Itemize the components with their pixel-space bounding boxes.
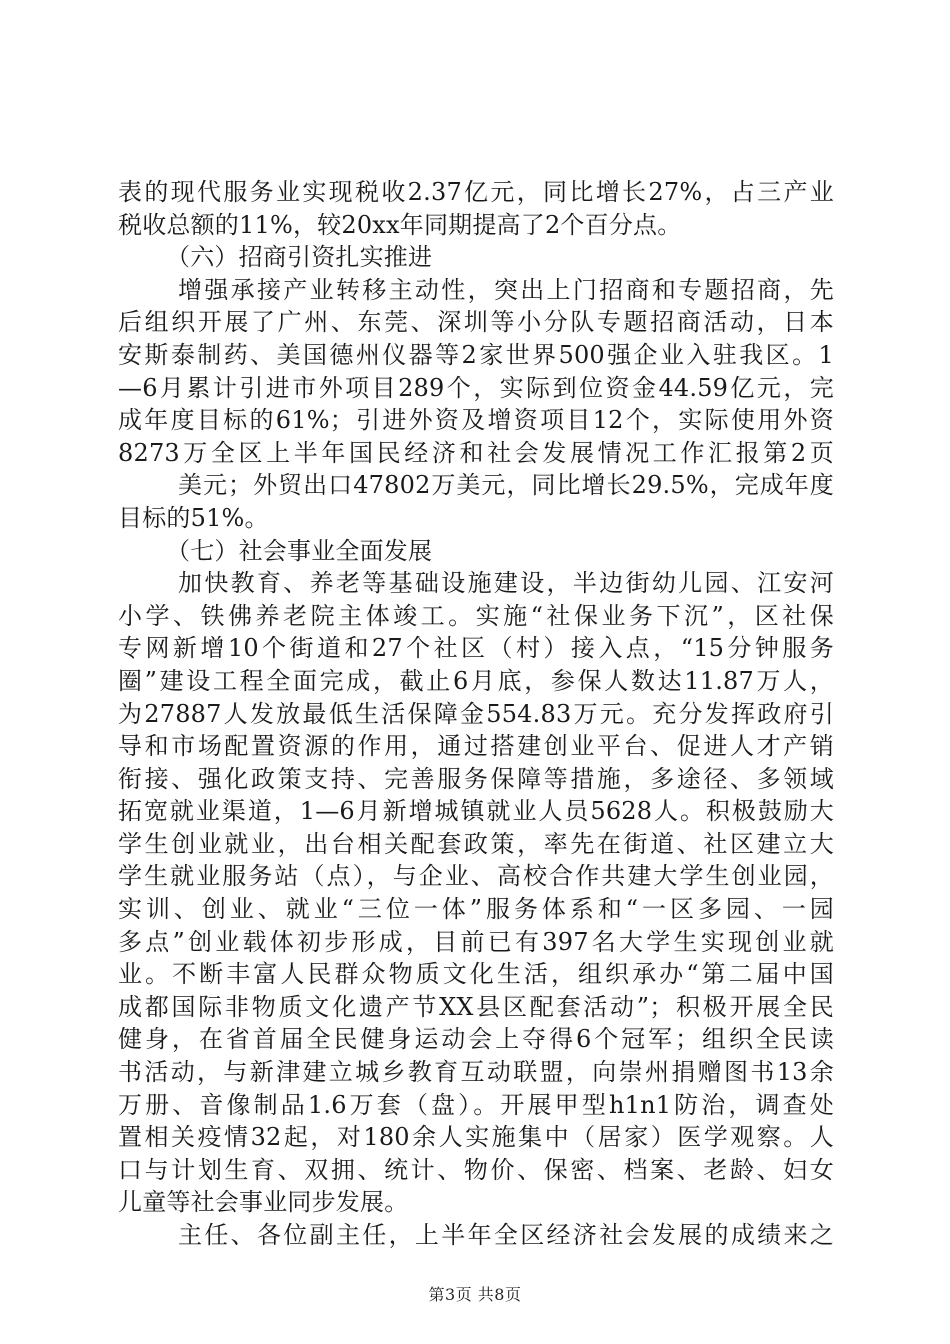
text-line: 8273万全区上半年国民经济和社会发展情况工作汇报第2页 bbox=[118, 438, 834, 467]
text-line: 实训、创业、就业“三位一体”服务体系和“一区多园、一园 bbox=[118, 895, 834, 924]
text-line: 主任、各位副主任，上半年全区经济社会发展的成绩来之 bbox=[178, 1221, 834, 1249]
text-line: 导和市场配置资源的作用，通过搭建创业平台、促进人才产销 bbox=[118, 732, 834, 761]
text-line: 口与计划生育、双拥、统计、物价、保密、档案、老龄、妇女 bbox=[118, 1155, 834, 1184]
text-line: 健身，在省首届全民健身运动会上夺得6个冠军；组织全民读 bbox=[118, 1025, 834, 1054]
section-heading: （七）社会事业全面发展 bbox=[166, 536, 433, 565]
text-line: 成都国际非物质文化遗产节XX县区配套活动”；积极开展全民 bbox=[118, 992, 834, 1021]
text-line: 为27887人发放最低生活保障金554.83万元。充分发挥政府引 bbox=[118, 699, 834, 728]
text-line: 美元；外贸出口47802万美元，同比增长29.5%，完成年度 bbox=[178, 471, 834, 500]
text-line: 后组织开展了广州、东莞、深圳等小分队专题招商活动，日本 bbox=[118, 308, 834, 337]
text-line: 加快教育、养老等基础设施建设，半边街幼儿园、江安河 bbox=[178, 569, 834, 598]
text-line: 学生就业服务站（点），与企业、高校合作共建大学生创业园， bbox=[118, 862, 834, 891]
text-line: 衔接、强化政策支持、完善服务保障等措施，多途径、多领域 bbox=[118, 764, 834, 793]
text-line: 置相关疫情32起，对180余人实施集中（居家）医学观察。人 bbox=[118, 1123, 834, 1152]
page-number: 第3页 共8页 bbox=[428, 1285, 522, 1304]
section-heading: （六）招商引资扎实推进 bbox=[166, 243, 433, 272]
text-line: 万册、音像制品1.6万套（盘）。开展甲型h1n1防治，调查处 bbox=[118, 1090, 834, 1119]
text-line: 多点”创业载体初步形成，目前已有397名大学生实现创业就 bbox=[118, 927, 834, 956]
text-line: 专网新增10个街道和27个社区（村）接入点，“15分钟服务 bbox=[118, 634, 834, 663]
text-line: 圈”建设工程全面完成，截止6月底，参保人数达11.87万人， bbox=[118, 666, 834, 695]
text-line: 安斯泰制药、美国德州仪器等2家世界500强企业入驻我区。1 bbox=[118, 340, 834, 369]
text-line: —6月累计引进市外项目289个，实际到位资金44.59亿元，完 bbox=[118, 373, 834, 402]
text-line: 税收总额的11%，较20xx年同期提高了2个百分点。 bbox=[118, 210, 682, 239]
text-line: 业。不断丰富人民群众物质文化生活，组织承办“第二届中国 bbox=[118, 960, 834, 989]
text-line: 小学、铁佛养老院主体竣工。实施“社保业务下沉”，区社保 bbox=[118, 601, 834, 630]
text-line: 增强承接产业转移主动性，突出上门招商和专题招商，先 bbox=[178, 275, 834, 304]
document-body bbox=[118, 176, 834, 1252]
text-line: 成年度目标的61%；引进外资及增资项目12个，实际使用外资 bbox=[118, 406, 834, 435]
text-line: 目标的51%。 bbox=[118, 503, 269, 532]
text-line: 儿童等社会事业同步发展。 bbox=[118, 1188, 409, 1217]
text-line: 拓宽就业渠道，1—6月新增城镇就业人员5628人。积极鼓励大 bbox=[118, 797, 834, 826]
text-line: 书活动，与新津建立城乡教育互动联盟，向崇州捐赠图书13余 bbox=[118, 1058, 834, 1087]
text-line: 表的现代服务业实现税收2.37亿元，同比增长27%，占三产业 bbox=[118, 178, 834, 206]
text-line: 学生创业就业，出台相关配套政策，率先在街道、社区建立大 bbox=[118, 829, 834, 858]
